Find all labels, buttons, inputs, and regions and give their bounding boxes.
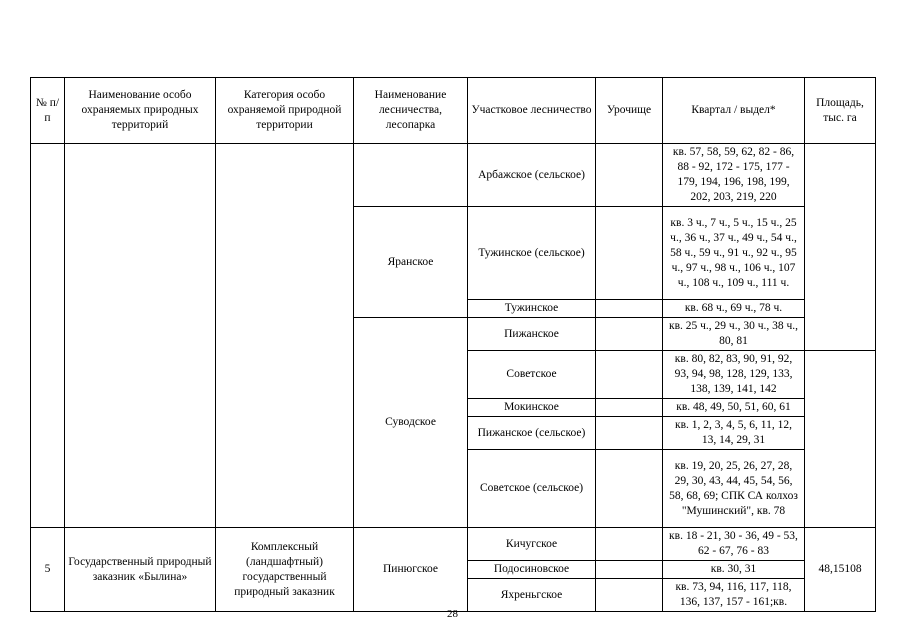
district-forestry-cell: Кичугское bbox=[468, 528, 596, 561]
header-quarter: Квартал / выдел* bbox=[663, 78, 805, 144]
urochishche-cell bbox=[596, 528, 663, 561]
forestry-cell: Яранское bbox=[354, 207, 468, 318]
reserve-area-cell: 48,15108 bbox=[805, 528, 876, 612]
reserve-name-cell: Государственный природный заказник «Былина» bbox=[65, 528, 216, 612]
urochishche-cell bbox=[596, 144, 663, 207]
urochishche-cell bbox=[596, 561, 663, 579]
quarter-cell: кв. 1, 2, 3, 4, 5, 6, 11, 12, 13, 14, 29, 31 bbox=[663, 417, 805, 450]
continued-number-cell bbox=[31, 144, 65, 528]
header-number: № п/п bbox=[31, 78, 65, 144]
quarter-cell: кв. 80, 82, 83, 90, 91, 92, 93, 94, 98, 128, 129, 133, 138, 139, 141, 142 bbox=[663, 351, 805, 399]
forestry-cell: Пинюгское bbox=[354, 528, 468, 612]
reserve-number-cell: 5 bbox=[31, 528, 65, 612]
district-forestry-cell: Подосиновское bbox=[468, 561, 596, 579]
quarter-cell: кв. 25 ч., 29 ч., 30 ч., 38 ч., 80, 81 bbox=[663, 318, 805, 351]
quarter-cell: кв. 19, 20, 25, 26, 27, 28, 29, 30, 43, 44, 45, 54, 56, 58, 68, 69; СПК СА колхоз "Мушинский", кв. 78 bbox=[663, 450, 805, 528]
quarter-cell: кв. 68 ч., 69 ч., 78 ч. bbox=[663, 300, 805, 318]
table-row bbox=[31, 144, 876, 207]
continued-category-cell bbox=[216, 144, 354, 528]
urochishche-cell bbox=[596, 399, 663, 417]
district-forestry-cell: Мокинское bbox=[468, 399, 596, 417]
urochishche-cell bbox=[596, 450, 663, 528]
urochishche-cell bbox=[596, 351, 663, 399]
header-district-forestry: Участковое лесничество bbox=[468, 78, 596, 144]
quarter-cell: кв. 48, 49, 50, 51, 60, 61 bbox=[663, 399, 805, 417]
district-forestry-cell: Советское bbox=[468, 351, 596, 399]
quarter-cell: кв. 3 ч., 7 ч., 5 ч., 15 ч., 25 ч., 36 ч., 37 ч., 49 ч., 54 ч., 58 ч., 59 ч., 91 ч., 92 ч., 95 ч., 97 ч., 98 ч., 106 ч., 107 ч., 108 ч., 109 ч., 111 ч. bbox=[663, 207, 805, 300]
header-category: Категория особо охраняемой природной территории bbox=[216, 78, 354, 144]
table-header-row bbox=[31, 78, 876, 144]
urochishche-cell bbox=[596, 579, 663, 612]
district-forestry-cell: Советское (сельское) bbox=[468, 450, 596, 528]
table-row bbox=[31, 528, 876, 561]
header-area: Площадь, тыс. га bbox=[805, 78, 876, 144]
urochishche-cell bbox=[596, 318, 663, 351]
district-forestry-cell: Пижанское bbox=[468, 318, 596, 351]
district-forestry-cell: Арбажское (сельское) bbox=[468, 144, 596, 207]
page-number: 28 bbox=[447, 608, 458, 620]
urochishche-cell bbox=[596, 300, 663, 318]
district-forestry-cell: Тужинское (сельское) bbox=[468, 207, 596, 300]
header-urochishche: Урочище bbox=[596, 78, 663, 144]
district-forestry-cell: Пижанское (сельское) bbox=[468, 417, 596, 450]
header-territory-name: Наименование особо охраняемых природных территорий bbox=[65, 78, 216, 144]
header-forestry: Наименование лесничества, лесопарка bbox=[354, 78, 468, 144]
forestry-cell: Суводское bbox=[354, 318, 468, 528]
district-forestry-cell: Тужинское bbox=[468, 300, 596, 318]
urochishche-cell bbox=[596, 207, 663, 300]
continued-name-cell bbox=[65, 144, 216, 528]
urochishche-cell bbox=[596, 417, 663, 450]
quarter-cell: кв. 73, 94, 116, 117, 118, 136, 137, 157 - 161;кв. bbox=[663, 579, 805, 612]
quarter-cell: кв. 30, 31 bbox=[663, 561, 805, 579]
quarter-cell: кв. 18 - 21, 30 - 36, 49 - 53, 62 - 67, 76 - 83 bbox=[663, 528, 805, 561]
reserve-category-cell: Комплексный (ландшафтный) государственный природный заказник bbox=[216, 528, 354, 612]
district-forestry-cell: Яхреньгское bbox=[468, 579, 596, 612]
area-cell-continued bbox=[805, 144, 876, 351]
quarter-cell: кв. 57, 58, 59, 62, 82 - 86, 88 - 92, 172 - 175, 177 - 179, 194, 196, 198, 199, 202, 203, 219, 220 bbox=[663, 144, 805, 207]
area-cell-empty bbox=[805, 351, 876, 528]
protected-areas-table bbox=[30, 77, 876, 612]
forestry-cell-empty bbox=[354, 144, 468, 207]
